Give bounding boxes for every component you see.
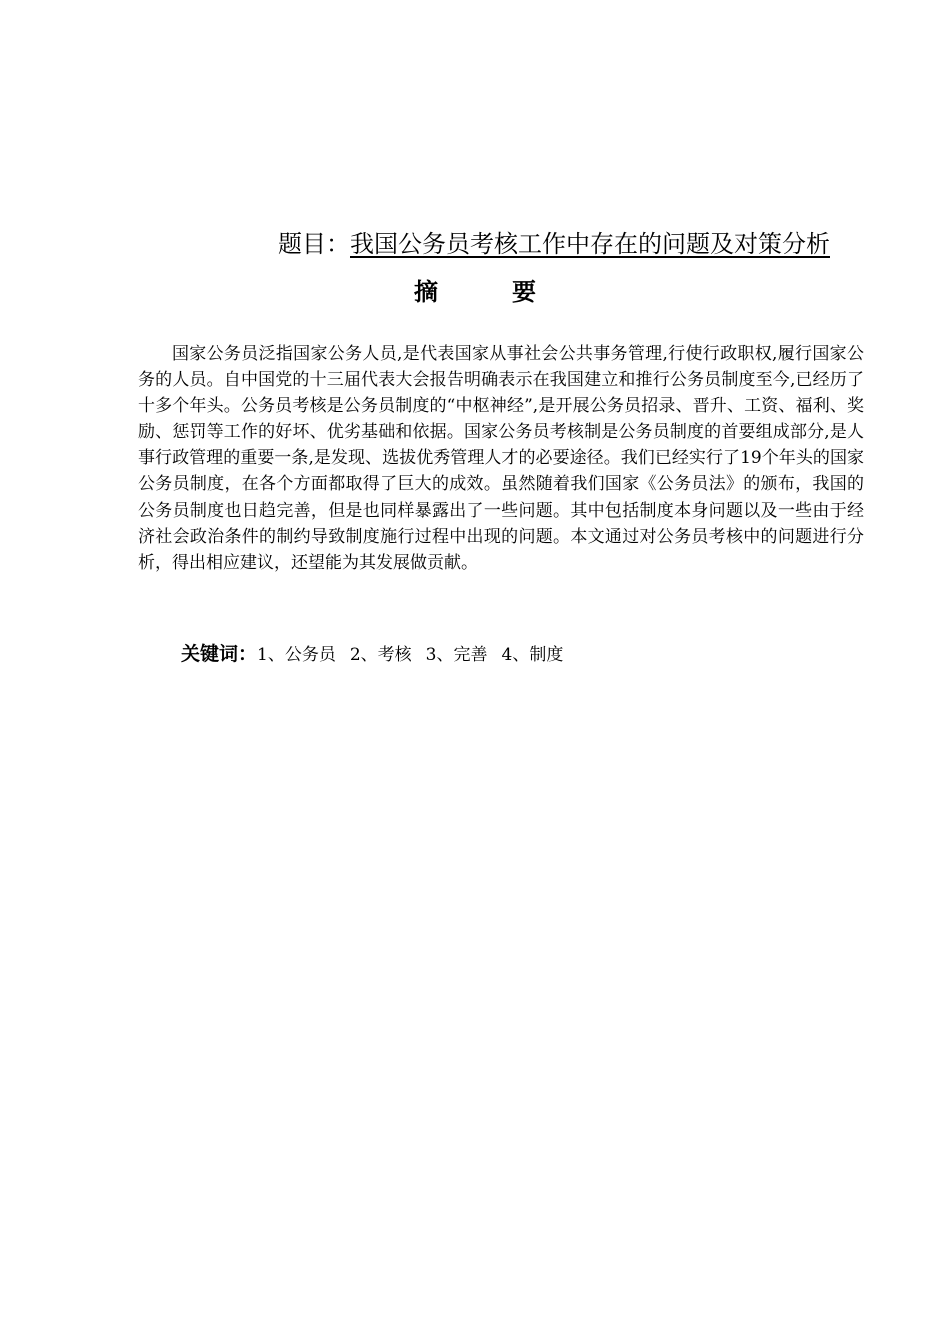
abstract-heading-left: 摘 — [414, 278, 438, 306]
title-text: 我国公务员考核工作中存在的问题及对策分析 — [350, 230, 830, 258]
keyword-item: 1、公务员 — [257, 645, 336, 665]
abstract-heading-right: 要 — [512, 278, 536, 306]
abstract-body: 国家公务员泛指国家公务人员,是代表国家从事社会公共事务管理,行使行政职权,履行国家公务的人员。自中国党的十三届代表大会报告明确表示在我国建立和推行公务员制度至今,已经历了十多个年头。公务员考核是公务员制度的“中枢神经”,是开展公务员招录、晋升、工资、福利、奖励、惩罚等工作的好坏、优劣基础和依据。国家公务员考核制是公务员制度的首要组成部分,是人事行政管理的重要一条,是发现、选拔优秀管理人才的必要途径。我们已经实行了19个年头的国家公务员制度，在各个方面都取得了巨大的成效。虽然随着我们国家《公务员法》的颁布，我国的公务员制度也日趋完善，但是也同样暴露出了一些问题。其中包括制度本身问题以及一些由于经济社会政治条件的制约导致制度施行过程中出现的问题。本文通过对公务员考核中的问题进行分析，得出相应建议，还望能为其发展做贡献。 — [138, 344, 864, 573]
keyword-item: 2、考核 — [349, 645, 412, 665]
title-prefix: 题目： — [278, 230, 350, 258]
keyword-item: 4、制度 — [501, 645, 564, 665]
abstract-heading — [0, 272, 950, 312]
keyword-item: 3、完善 — [425, 645, 488, 665]
paper-title — [278, 226, 878, 262]
keywords-label: 关键词： — [181, 643, 258, 665]
keywords-line — [181, 640, 861, 669]
